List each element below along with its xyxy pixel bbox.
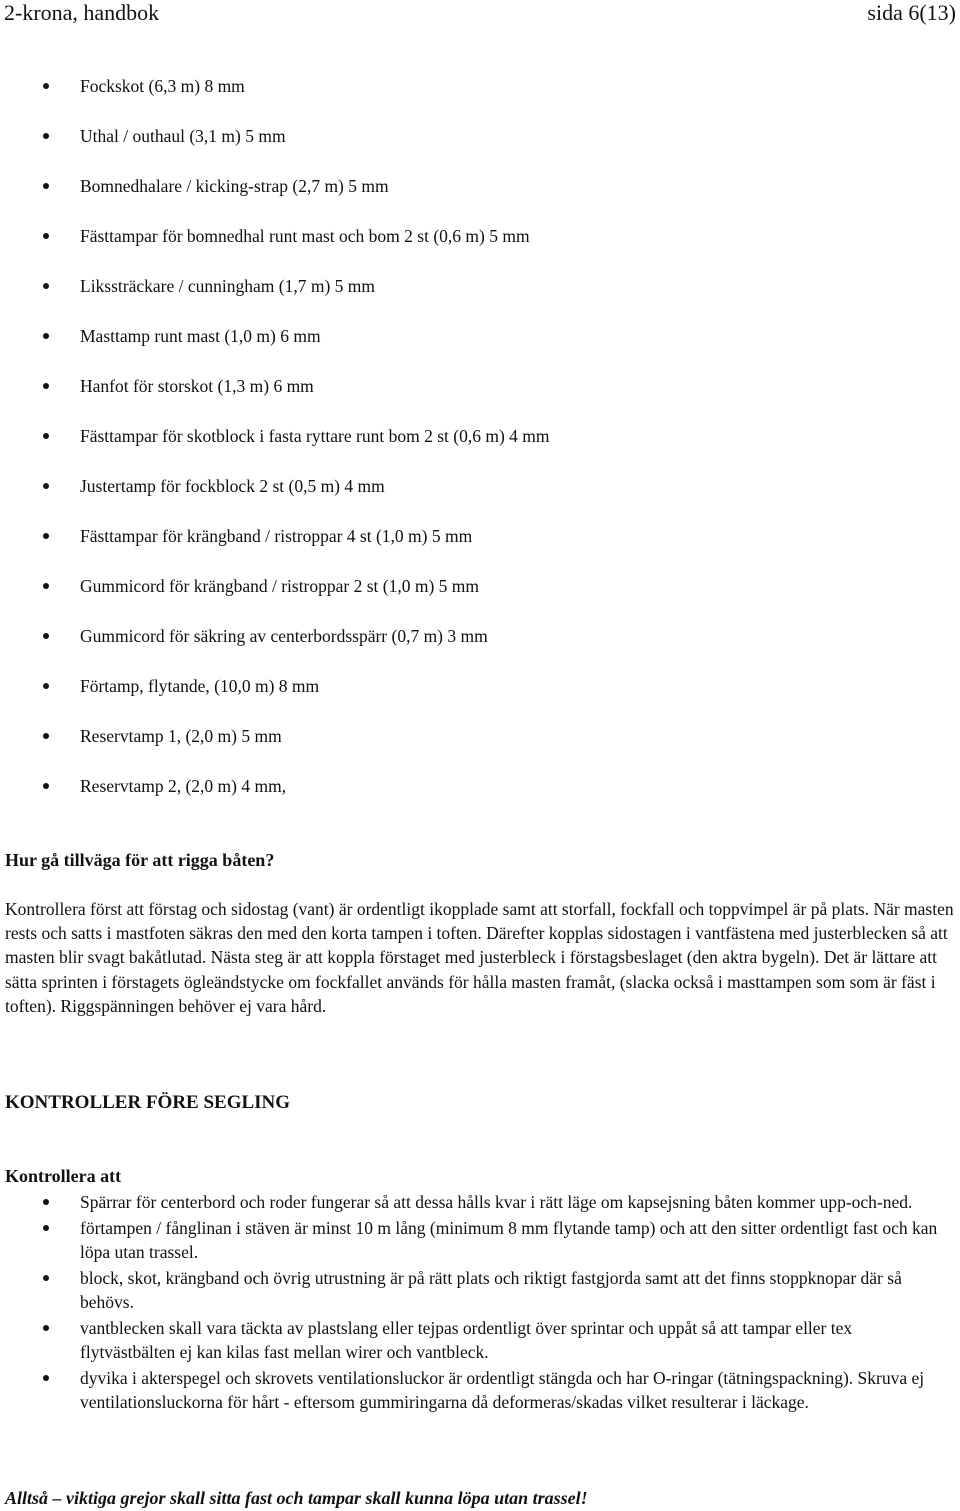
list-item: Gummicord för krängband / ristroppar 2 st (1,0 m) 5 mm bbox=[0, 573, 960, 623]
list-item: Gummicord för säkring av centerbordsspärr (0,7 m) 3 mm bbox=[0, 623, 960, 673]
list-item: Fästtampar för skotblock i fasta ryttare runt bom 2 st (0,6 m) 4 mm bbox=[0, 423, 960, 473]
list-item: Fästtampar för krängband / ristroppar 4 st (1,0 m) 5 mm bbox=[0, 523, 960, 573]
footer-note: Alltså – viktiga grejor skall sitta fast och tampar skall kunna löpa utan trassel! bbox=[5, 1488, 588, 1508]
section-title: KONTROLLER FÖRE SEGLING bbox=[5, 1092, 291, 1113]
list-item: Hanfot för storskot (1,3 m) 6 mm bbox=[0, 373, 960, 423]
check-list bbox=[0, 1190, 960, 1416]
list-item: Förtamp, flytande, (10,0 m) 8 mm bbox=[0, 673, 960, 723]
list-item: Fästtampar för bomnedhal runt mast och bom 2 st (0,6 m) 5 mm bbox=[0, 223, 960, 273]
list-item: Reservtamp 1, (2,0 m) 5 mm bbox=[0, 723, 960, 773]
list-item: Likssträckare / cunningham (1,7 m) 5 mm bbox=[0, 273, 960, 323]
rope-list bbox=[0, 73, 960, 823]
rigging-heading: Hur gå tillväga för att rigga båten? bbox=[5, 850, 275, 870]
list-item: Fockskot (6,3 m) 8 mm bbox=[0, 73, 960, 123]
list-item: Masttamp runt mast (1,0 m) 6 mm bbox=[0, 323, 960, 373]
page-header bbox=[0, 0, 960, 26]
rigging-paragraph: Kontrollera först att förstag och sidostag (vant) är ordentligt ikopplade samt att storfall, fockfall och toppvimpel är på plats. När masten rests och satts i mastfoten säkras den med den korta tampen i toften. Därefter kopplas sidostagen i vantfästena med justerblecken så att masten blir svagt bakåtlutad. Nästa steg är att koppla förstaget med justerbleck i förstagsbeslaget (den aktra bygeln). Det är lättare att sätta sprinten i förstagets ögleändstycke om fockfallet används för hålla masten framåt, (slacka också i masttampen som som är fäst i toften). Riggspänningen behöver ej vara hård. bbox=[5, 899, 954, 1016]
list-item: Reservtamp 2, (2,0 m) 4 mm, bbox=[0, 773, 960, 823]
list-item: vantblecken skall vara täckta av plastslang eller tejpas ordentligt över sprintar och uppåt så att tampar eller tex flytvästbälten ej kan kilas fast mellan wirer och vantbleck. bbox=[0, 1316, 960, 1365]
list-item: Spärrar för centerbord och roder fungerar så att dessa hålls kvar i rätt läge om kapsejsning båten kommer upp-och-ned. bbox=[0, 1190, 960, 1215]
list-item: dyvika i akterspegel och skrovets ventilationsluckor är ordentligt stängda och har O-ringar (tätningspackning). Skruva ej ventilationsluckorna för hårt - eftersom gummiringarna då deformeras/skadas vilket resulterar i läckage. bbox=[0, 1366, 960, 1415]
page-number: sida 6(13) bbox=[867, 0, 956, 25]
document-title: 2-krona, handbok bbox=[4, 0, 160, 25]
section-subtitle: Kontrollera att bbox=[5, 1166, 122, 1186]
list-item: Bomnedhalare / kicking-strap (2,7 m) 5 mm bbox=[0, 173, 960, 223]
list-item: Justertamp för fockblock 2 st (0,5 m) 4 mm bbox=[0, 473, 960, 523]
list-item: block, skot, krängband och övrig utrustning är på rätt plats och riktigt fastgjorda samt att det finns stoppknopar där så behövs. bbox=[0, 1266, 960, 1315]
list-item: Uthal / outhaul (3,1 m) 5 mm bbox=[0, 123, 960, 173]
list-item: förtampen / fånglinan i stäven är minst 10 m lång (minimum 8 mm flytande tamp) och att den sitter ordentligt fast och kan löpa utan trassel. bbox=[0, 1216, 960, 1265]
